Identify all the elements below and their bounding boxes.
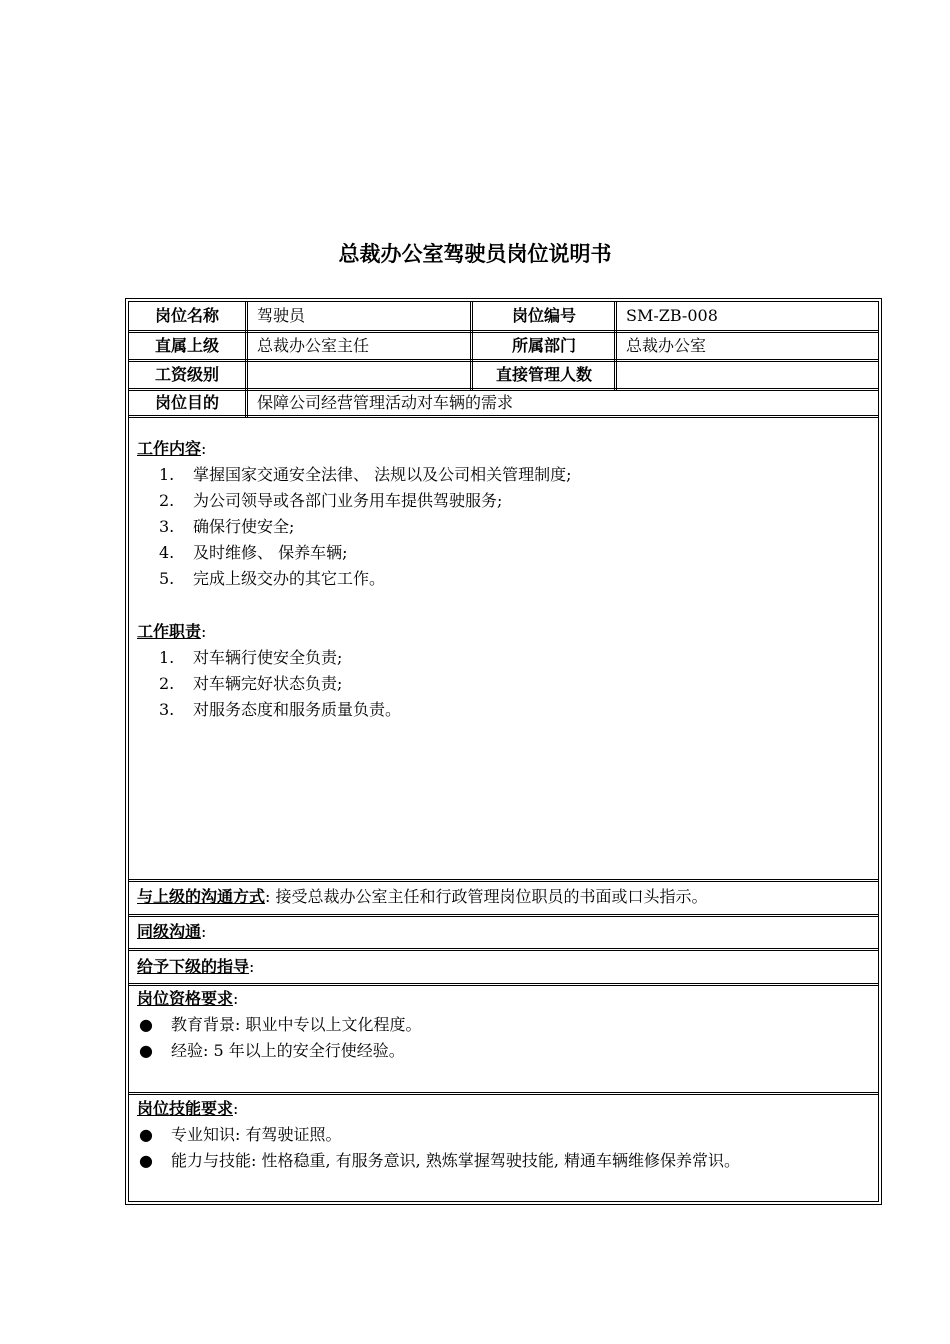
list-item-text: 专业知识: 有驾驶证照。 xyxy=(171,1125,342,1144)
work-content-colon: : xyxy=(201,439,207,458)
purpose-value: 保障公司经营管理活动对车辆的需求 xyxy=(257,393,514,412)
work-content-heading xyxy=(137,437,206,461)
list-item-text: 及时维修、 保养车辆; xyxy=(193,543,348,562)
position-name-value: 驾驶员 xyxy=(257,306,306,325)
list-item xyxy=(137,1038,857,1064)
list-item-number: 5. xyxy=(159,569,175,588)
list-item xyxy=(159,566,571,592)
list-item-text: 经验: 5 年以上的安全行使经验。 xyxy=(171,1041,405,1060)
table-inner-frame xyxy=(128,301,879,1202)
responsibilities-title: 工作职责 xyxy=(137,622,202,641)
qualifications-list xyxy=(137,1012,857,1064)
list-item xyxy=(159,645,401,671)
list-item-number: 2. xyxy=(159,491,175,510)
position-code-value: SM-ZB-008 xyxy=(626,306,718,325)
department-value: 总裁办公室 xyxy=(626,336,707,355)
guidance-subordinate-text: : xyxy=(249,957,255,976)
salary-grade-label: 工资级别 xyxy=(154,365,219,384)
row-divider xyxy=(129,1092,878,1095)
list-item xyxy=(159,514,571,540)
list-item-number: 1. xyxy=(159,465,175,484)
responsibilities-colon: : xyxy=(201,622,207,641)
list-item-text: 确保行使安全; xyxy=(193,517,295,536)
list-item-text: 掌握国家交通安全法律、 法规以及公司相关管理制度; xyxy=(193,465,572,484)
list-item-number: 3. xyxy=(159,517,175,536)
position-name-label: 岗位名称 xyxy=(154,306,219,325)
list-item-number: 1. xyxy=(159,648,175,667)
skills-colon: : xyxy=(233,1099,239,1118)
list-item xyxy=(137,1122,857,1148)
position-code-label: 岗位编号 xyxy=(511,306,576,325)
list-item-text: 对车辆行使安全负责; xyxy=(193,648,343,667)
guidance-subordinate-row xyxy=(137,955,254,979)
communication-superior-heading: 与上级的沟通方式 xyxy=(137,887,266,906)
list-item xyxy=(159,671,401,697)
responsibilities-heading xyxy=(137,620,206,644)
work-content-list xyxy=(159,462,571,592)
bullet-icon: ● xyxy=(139,1015,153,1034)
list-item-number: 4. xyxy=(159,543,175,562)
direct-reports-value xyxy=(618,361,876,389)
list-item xyxy=(159,462,571,488)
list-item xyxy=(159,488,571,514)
direct-superior-value: 总裁办公室主任 xyxy=(257,336,370,355)
list-item-text: 完成上级交办的其它工作。 xyxy=(193,569,386,588)
communication-superior-row xyxy=(137,885,708,909)
row-divider xyxy=(129,914,878,917)
list-item-text: 为公司领导或各部门业务用车提供驾驶服务; xyxy=(193,491,503,510)
list-item xyxy=(159,697,401,723)
job-description-table xyxy=(125,298,882,1205)
list-item xyxy=(137,1148,857,1174)
document-title: 总裁办公室驾驶员岗位说明书 xyxy=(338,242,612,266)
skills-list xyxy=(137,1122,857,1174)
list-item-text: 能力与技能: 性格稳重, 有服务意识, 熟炼掌握驾驶技能, 精通车辆维修保养常识。 xyxy=(171,1151,740,1170)
list-item-text: 对车辆完好状态负责; xyxy=(193,674,343,693)
skills-title: 岗位技能要求 xyxy=(137,1099,234,1118)
communication-superior-text: : 接受总裁办公室主任和行政管理岗位职员的书面或口头指示。 xyxy=(265,887,708,906)
column-divider xyxy=(245,302,248,418)
list-item-number: 2. xyxy=(159,674,175,693)
list-item xyxy=(159,540,571,566)
column-divider xyxy=(470,302,473,390)
responsibilities-list xyxy=(159,645,401,723)
purpose-label: 岗位目的 xyxy=(154,393,219,412)
bullet-icon: ● xyxy=(139,1041,153,1060)
qualifications-colon: : xyxy=(233,989,239,1008)
communication-peer-heading: 同级沟通 xyxy=(137,922,202,941)
list-item-text: 教育背景: 职业中专以上文化程度。 xyxy=(171,1015,422,1034)
communication-peer-text: : xyxy=(201,922,207,941)
column-divider xyxy=(614,302,617,390)
list-item-number: 3. xyxy=(159,700,175,719)
guidance-subordinate-heading: 给予下级的指导 xyxy=(137,957,250,976)
qualifications-title: 岗位资格要求 xyxy=(137,989,234,1008)
list-item-text: 对服务态度和服务质量负责。 xyxy=(193,700,402,719)
row-divider xyxy=(129,948,878,951)
direct-reports-label: 直接管理人数 xyxy=(495,365,592,384)
bullet-icon: ● xyxy=(139,1125,153,1144)
row-divider xyxy=(129,983,878,986)
work-content-title: 工作内容 xyxy=(137,439,202,458)
communication-peer-row xyxy=(137,920,206,944)
bullet-icon: ● xyxy=(139,1151,153,1170)
row-divider xyxy=(129,879,878,882)
list-item xyxy=(137,1012,857,1038)
direct-superior-label: 直属上级 xyxy=(154,336,219,355)
qualifications-heading xyxy=(137,987,238,1011)
skills-heading xyxy=(137,1097,238,1121)
salary-grade-value xyxy=(249,361,467,389)
department-label: 所属部门 xyxy=(511,336,576,355)
